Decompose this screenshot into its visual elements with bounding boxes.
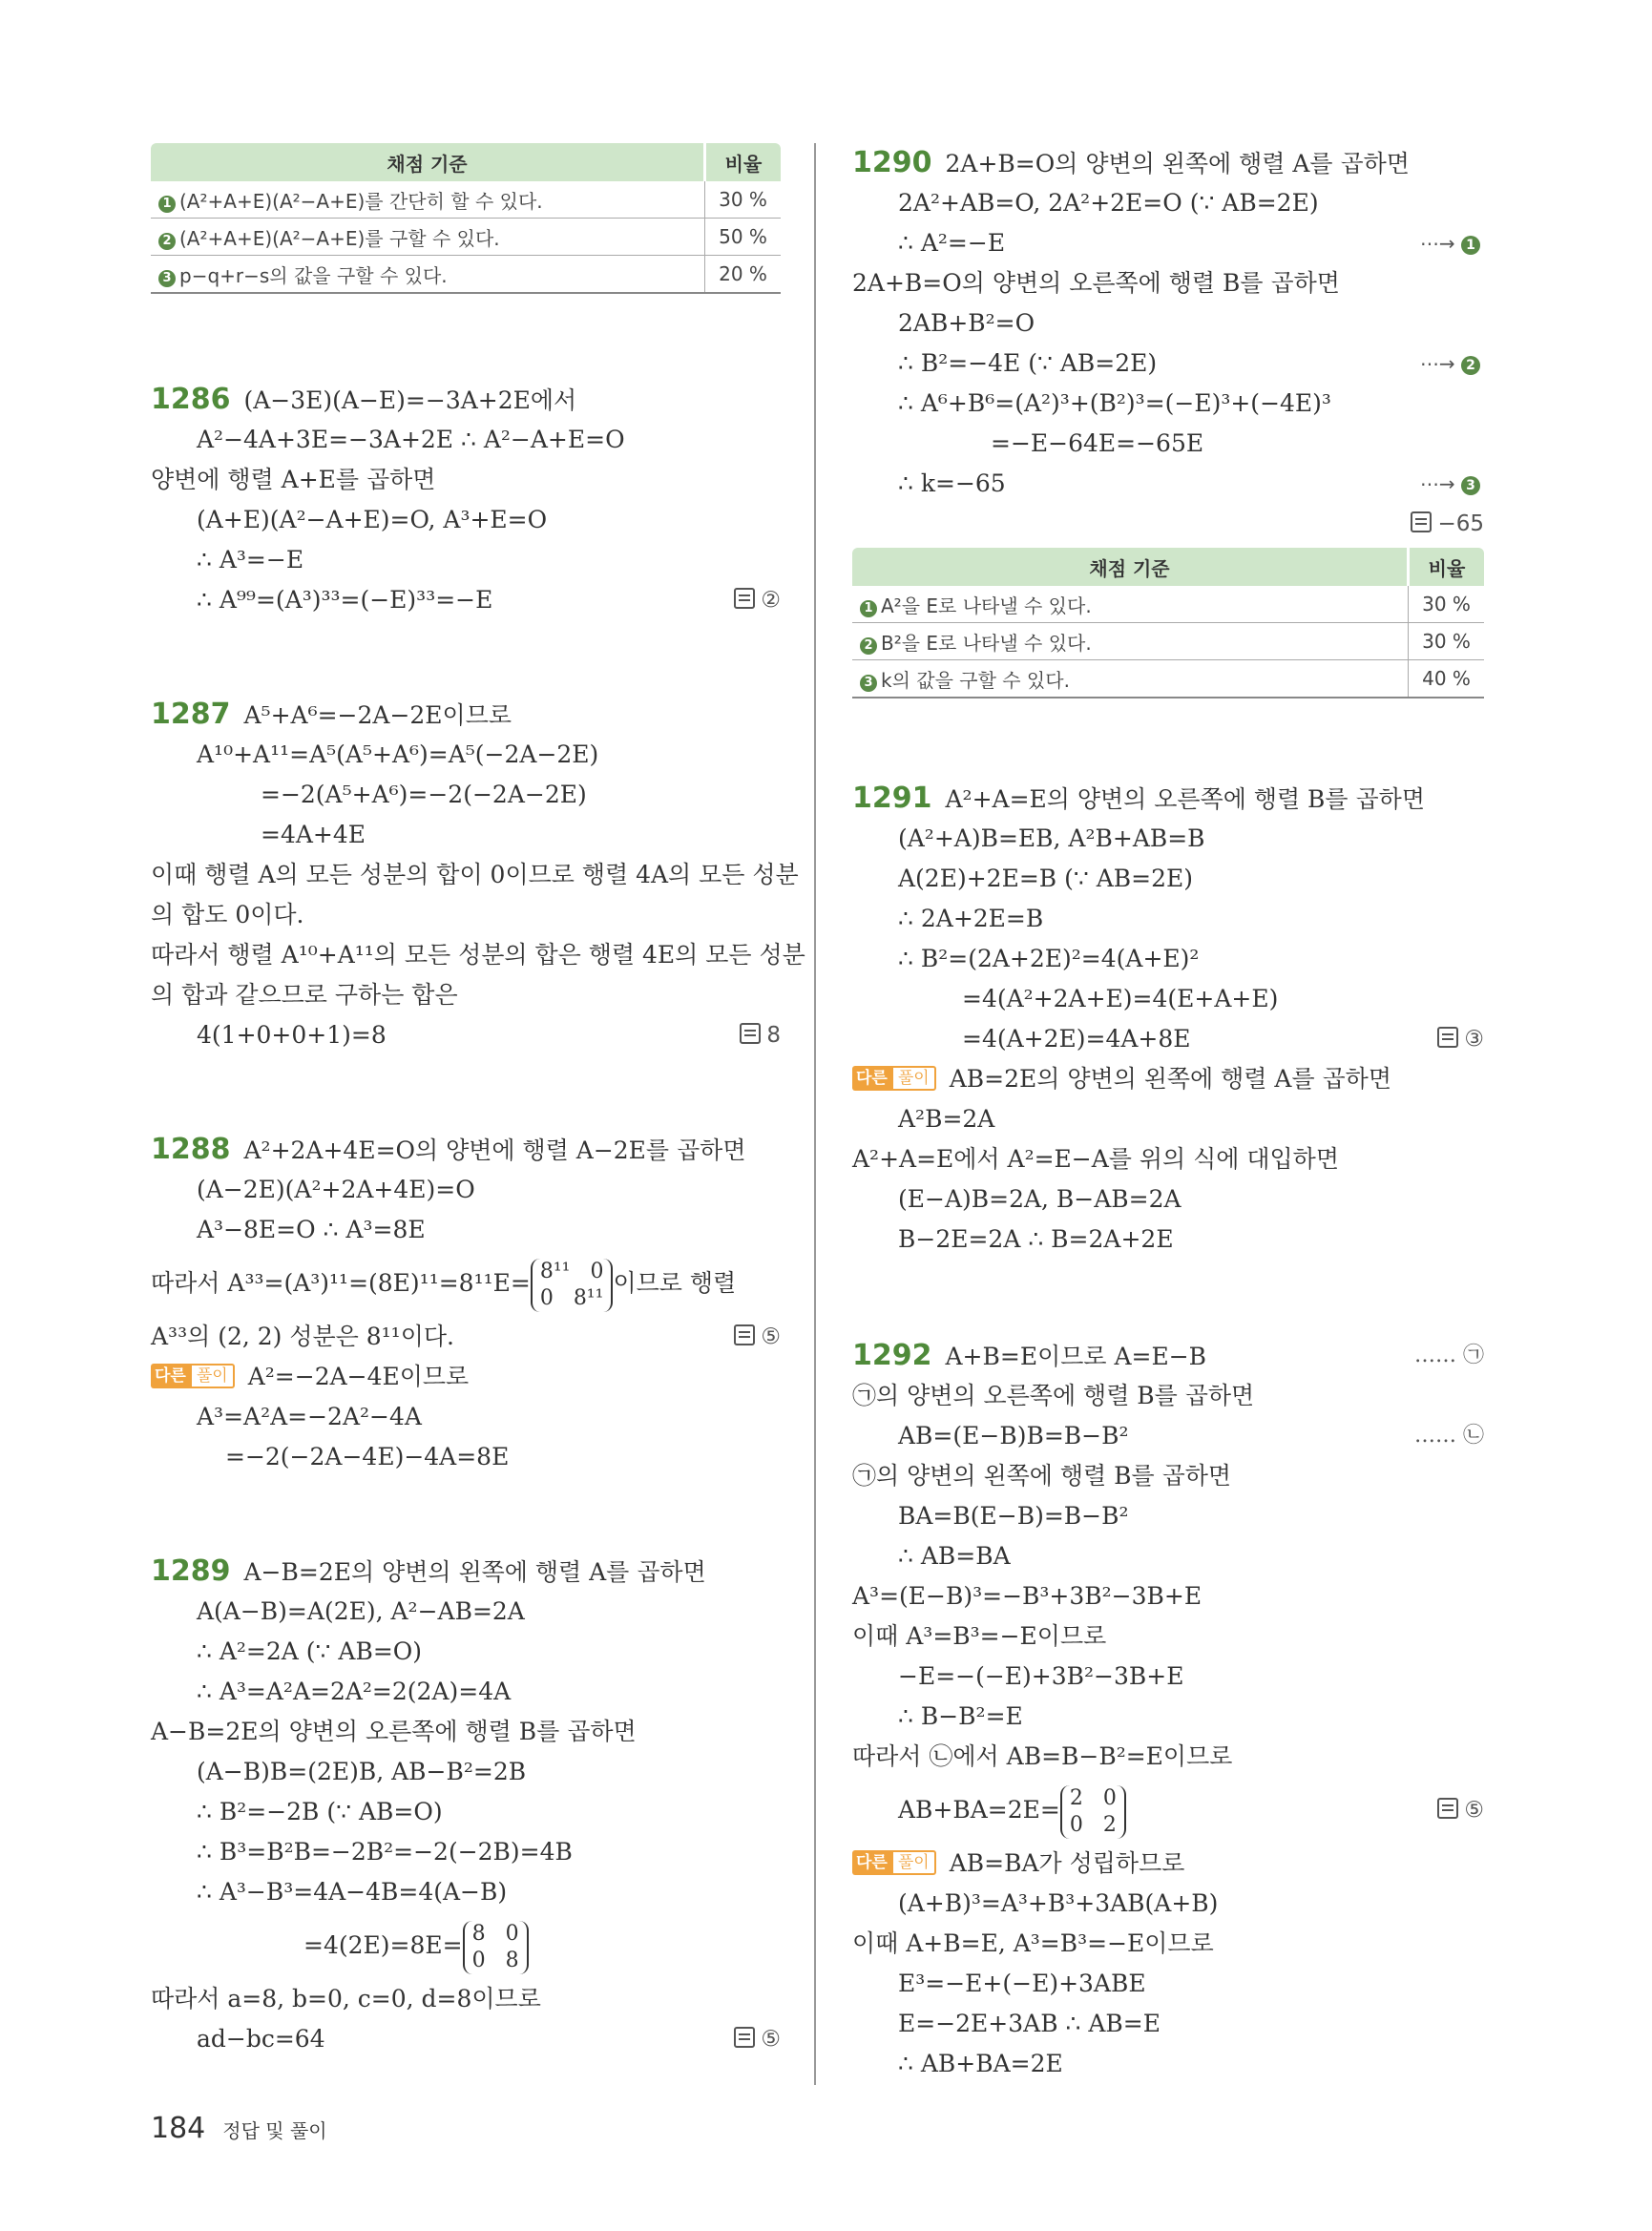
matrix-cell: 8¹¹ — [539, 1259, 571, 1283]
solution-line: ∴ A²=−E — [898, 229, 1006, 257]
table-row — [151, 181, 781, 219]
table-row — [852, 660, 1484, 698]
solution-line: ∴ A³−B³=4A−4B=4(A−B) — [197, 1878, 508, 1906]
solution-line: 2A²+AB=O, 2A²+2E=O (∵ AB=2E) — [898, 189, 1319, 217]
answer-value: ⑤ — [761, 1324, 781, 1349]
alt-solution-tag: 다른 — [151, 1364, 190, 1388]
solution-line: A³=(E−B)³=−B³+3B²−3B+E — [852, 1582, 1202, 1610]
solution-line: 의 합과 같으므로 구하는 합은 — [151, 981, 458, 1009]
matrix — [1060, 1785, 1126, 1839]
step-marker: ⋯→ 1 — [1420, 223, 1484, 263]
matrix-cell: 0 — [1069, 1812, 1083, 1837]
solution-line: ∴ B²=−2B (∵ AB=O) — [197, 1798, 443, 1825]
solution-line: ad−bc=64 — [197, 2025, 325, 2053]
solution-line: 이때 A+B=E, A³=B³=−E이므로 — [852, 1929, 1214, 1957]
solution-line: A²+2A+4E=O의 양변에 행렬 A−2E를 곱하면 — [243, 1136, 746, 1164]
solution-line: ∴ B³=B²B=−2B²=−2(−2B)=4B — [197, 1838, 573, 1866]
solution-line: 이므로 행렬 — [613, 1269, 737, 1297]
solution-line: A³−8E=O ∴ A³=8E — [197, 1216, 426, 1243]
answer-value: −65 — [1437, 511, 1484, 536]
solution-line: A³=A²A=−2A²−4A — [197, 1403, 422, 1430]
table-header-ratio: 비율 — [705, 143, 782, 181]
solution-line: AB=(E−B)B=B−B² — [898, 1422, 1129, 1449]
matrix-cell: 0 — [471, 1948, 486, 1972]
answer-icon — [734, 2027, 755, 2048]
problem-number: 1286 — [151, 383, 231, 416]
alt-solution-tag-label: 풀이 — [190, 1364, 235, 1388]
solution-line: 4(1+0+0+1)=8 — [197, 1021, 387, 1049]
equation-label: …… ㉠ — [1414, 1344, 1484, 1367]
solution-line: ∴ A³=A²A=2A²=2(2A)=4A — [197, 1678, 512, 1705]
solution-line: A(2E)+2E=B (∵ AB=2E) — [898, 865, 1193, 892]
ratio-cell: 30 % — [705, 181, 782, 219]
solution-line: A−B=2E의 양변의 오른쪽에 행렬 B를 곱하면 — [151, 1718, 637, 1745]
problem-number: 1291 — [852, 782, 932, 815]
table-header-ratio: 비율 — [1409, 548, 1485, 586]
answer-icon — [740, 1023, 761, 1044]
alt-solution-tag-label: 풀이 — [891, 1066, 936, 1091]
answer-icon — [734, 1324, 755, 1345]
criteria-text: p−q+r−s의 값을 구할 수 있다. — [179, 263, 448, 287]
table-row — [852, 586, 1484, 623]
grading-table-right — [852, 548, 1484, 698]
solution-line: ∴ 2A+2E=B — [898, 905, 1044, 932]
solution-line: ∴ AB+BA=2E — [898, 2050, 1063, 2077]
solution-line: (E−A)B=2A, B−AB=2A — [898, 1185, 1181, 1213]
solution-line: AB=BA가 성립하므로 — [949, 1849, 1185, 1877]
column-divider — [814, 143, 816, 2085]
problem-number: 1288 — [151, 1133, 231, 1166]
solution-line: (A+E)(A²−A+E)=O, A³+E=O — [197, 506, 548, 533]
solution-line: 이때 행렬 A의 모든 성분의 합이 0이므로 행렬 4A의 모든 성분 — [151, 861, 799, 888]
solution-line: A²B=2A — [898, 1105, 995, 1133]
page-number: 184 — [151, 2112, 206, 2145]
solution-line: (A+B)³=A³+B³+3AB(A+B) — [898, 1889, 1219, 1917]
solution-line: ∴ B²=(2A+2E)²=4(A+E)² — [898, 945, 1200, 972]
matrix-cell: 0 — [1102, 1785, 1117, 1810]
step-badge: 3 — [158, 270, 176, 287]
answer-value: ⑤ — [1464, 1798, 1484, 1823]
alt-solution-tag: 다른 — [852, 1850, 891, 1875]
solution-line: ∴ B²=−4E (∵ AB=2E) — [898, 349, 1158, 377]
solution-line: A(A−B)=A(2E), A²−AB=2A — [197, 1597, 525, 1625]
step-badge: 3 — [860, 675, 877, 692]
problem-number: 1292 — [852, 1339, 932, 1372]
answer-mark — [1437, 1019, 1484, 1059]
solution-line: A²+A=E의 양변의 오른쪽에 행렬 B를 곱하면 — [945, 785, 1425, 813]
solution-line: 이때 A³=B³=−E이므로 — [852, 1622, 1107, 1650]
page-footer — [151, 2112, 327, 2145]
answer-icon — [1411, 511, 1432, 532]
step-badge: 2 — [860, 637, 877, 655]
step-badge: 3 — [1461, 476, 1480, 495]
solution-line: =−2(A⁵+A⁶)=−2(−2A−2E) — [261, 781, 587, 808]
problem-number: 1287 — [151, 698, 231, 731]
matrix-cell: 8 — [505, 1948, 519, 1972]
solution-line: A²+A=E에서 A²=E−A를 위의 식에 대입하면 — [852, 1145, 1339, 1173]
step-badge: 1 — [860, 600, 877, 617]
solution-line: ㉠의 양변의 오른쪽에 행렬 B를 곱하면 — [852, 1382, 1255, 1409]
solution-line: E³=−E+(−E)+3ABE — [898, 1970, 1146, 1997]
solution-line: A⁵+A⁶=−2A−2E이므로 — [243, 701, 512, 729]
step-marker: ⋯→ 2 — [1420, 344, 1484, 384]
answer-icon — [1437, 1798, 1458, 1819]
solution-line: 의 합도 0이다. — [151, 901, 304, 928]
solution-line: BA=B(E−B)=B−B² — [898, 1502, 1129, 1530]
grading-table-left — [151, 143, 781, 294]
answer-value: ⑤ — [761, 2027, 781, 2052]
matrix — [463, 1921, 529, 1974]
criteria-text: A²을 E로 나타낼 수 있다. — [881, 594, 1092, 617]
matrix-cell: 0 — [590, 1259, 604, 1283]
answer-value: ③ — [1464, 1027, 1484, 1052]
table-row — [151, 219, 781, 256]
solution-line: =4A+4E — [261, 821, 366, 848]
matrix-cell: 2 — [1069, 1785, 1083, 1810]
matrix-cell: 0 — [505, 1921, 519, 1946]
solution-line: 양변에 행렬 A+E를 곱하면 — [151, 466, 436, 493]
solution-line: ∴ A⁹⁹=(A³)³³=(−E)³³=−E — [197, 586, 493, 614]
criteria-text: k의 값을 구할 수 있다. — [881, 668, 1070, 692]
solution-line: A³³의 (2, 2) 성분은 8¹¹이다. — [151, 1323, 454, 1350]
problem-1292 — [852, 1336, 1484, 2084]
solution-line: 2A+B=O의 양변의 왼쪽에 행렬 A를 곱하면 — [945, 150, 1410, 177]
matrix-cell: 0 — [539, 1285, 554, 1310]
ratio-cell: 30 % — [1409, 586, 1485, 623]
problem-number: 1289 — [151, 1554, 231, 1588]
solution-line: A²=−2A−4E이므로 — [247, 1363, 470, 1390]
problem-1289 — [151, 1552, 781, 2059]
answer-icon — [1437, 1027, 1458, 1048]
problem-1288 — [151, 1130, 781, 1477]
ratio-cell: 50 % — [705, 219, 782, 256]
step-badge: 1 — [1461, 236, 1480, 255]
solution-line: AB+BA=2E= — [898, 1796, 1060, 1824]
solution-line: 2A+B=O의 양변의 오른쪽에 행렬 B를 곱하면 — [852, 269, 1340, 297]
step-badge: 2 — [1461, 356, 1480, 375]
answer-mark — [1411, 504, 1484, 544]
solution-line: =−2(−2A−4E)−4A=8E — [225, 1443, 510, 1470]
solution-line: A−B=2E의 양변의 왼쪽에 행렬 A를 곱하면 — [243, 1558, 706, 1586]
left-column — [151, 143, 805, 2059]
matrix — [531, 1259, 614, 1312]
solution-line: A¹⁰+A¹¹=A⁵(A⁵+A⁶)=A⁵(−2A−2E) — [197, 740, 599, 768]
solution-line: ∴ A³=−E — [197, 546, 304, 573]
matrix-cell: 8¹¹ — [573, 1285, 604, 1310]
solution-line: B−2E=2A ∴ B=2A+2E — [898, 1225, 1174, 1253]
solution-line: A²−4A+3E=−3A+2E ∴ A²−A+E=O — [197, 426, 625, 453]
table-header-criteria: 채점 기준 — [852, 548, 1409, 586]
solution-line: (A−2E)(A²+2A+4E)=O — [197, 1176, 475, 1203]
answer-mark — [740, 1015, 781, 1055]
criteria-text: (A²+A+E)(A²−A+E)를 간단히 할 수 있다. — [179, 189, 543, 213]
problem-1291 — [852, 779, 1484, 1260]
step-badge: 2 — [158, 233, 176, 250]
step-marker: ⋯→ 3 — [1420, 464, 1484, 504]
solution-line: =4(A+2E)=4A+8E — [962, 1025, 1191, 1053]
answer-mark — [1437, 1777, 1484, 1844]
ratio-cell: 20 % — [705, 256, 782, 294]
answer-icon — [734, 588, 755, 609]
problem-1290 — [852, 143, 1484, 544]
matrix-cell: 8 — [471, 1921, 486, 1946]
solution-line: =4(A²+2A+E)=4(E+A+E) — [962, 985, 1279, 1012]
step-badge: 1 — [158, 196, 176, 213]
criteria-text: (A²+A+E)(A²−A+E)를 구할 수 있다. — [179, 226, 500, 250]
solution-line: =4(2E)=8E= — [303, 1931, 463, 1959]
solution-line: (A−B)B=(2E)B, AB−B²=2B — [197, 1758, 527, 1785]
solution-line: ∴ B−B²=E — [898, 1702, 1023, 1730]
solution-line: ∴ k=−65 — [898, 469, 1006, 497]
criteria-text: B²을 E로 나타낼 수 있다. — [881, 631, 1092, 655]
solution-line: 따라서 a=8, b=0, c=0, d=8이므로 — [151, 1985, 541, 2012]
problem-number: 1290 — [852, 146, 932, 179]
solution-line: −E=−(−E)+3B²−3B+E — [898, 1662, 1184, 1690]
answer-value: ② — [761, 588, 781, 613]
solution-line: (A²+A)B=EB, A²B+AB=B — [898, 824, 1205, 852]
answer-value: 8 — [766, 1023, 781, 1048]
solution-line: ㉠의 양변의 왼쪽에 행렬 B를 곱하면 — [852, 1462, 1232, 1490]
table-header-criteria: 채점 기준 — [151, 143, 705, 181]
footer-label: 정답 및 풀이 — [222, 2119, 327, 2142]
solution-line: 따라서 행렬 A¹⁰+A¹¹의 모든 성분의 합은 행렬 4E의 모든 성분 — [151, 941, 805, 969]
ratio-cell: 40 % — [1409, 660, 1485, 698]
solution-line: ∴ A⁶+B⁶=(A²)³+(B²)³=(−E)³+(−4E)³ — [898, 389, 1331, 417]
solution-line: 따라서 A³³=(A³)¹¹=(8E)¹¹=8¹¹E= — [151, 1269, 531, 1297]
problem-1287 — [151, 695, 805, 1055]
solution-line: E=−2E+3AB ∴ AB=E — [898, 2010, 1161, 2037]
table-row — [151, 256, 781, 294]
solution-line: =−E−64E=−65E — [991, 429, 1204, 457]
answer-mark — [734, 580, 781, 620]
solution-line: ∴ AB=BA — [898, 1542, 1011, 1570]
solution-line: 따라서 ㉡에서 AB=B−B²=E이므로 — [852, 1742, 1233, 1770]
equation-label: …… ㉡ — [1414, 1424, 1484, 1448]
solution-line: ∴ A²=2A (∵ AB=O) — [197, 1637, 423, 1665]
answer-mark — [734, 1317, 781, 1357]
right-column — [852, 143, 1484, 2084]
problem-1286 — [151, 380, 781, 620]
solution-line: AB=2E의 양변의 왼쪽에 행렬 A를 곱하면 — [949, 1065, 1391, 1093]
solution-line: (A−3E)(A−E)=−3A+2E에서 — [243, 386, 577, 414]
alt-solution-tag-label: 풀이 — [891, 1850, 936, 1875]
table-row — [852, 623, 1484, 660]
solution-line: A+B=E이므로 A=E−B — [945, 1343, 1207, 1370]
alt-solution-tag: 다른 — [852, 1066, 891, 1091]
matrix-cell: 2 — [1102, 1812, 1117, 1837]
solution-line: 2AB+B²=O — [898, 309, 1035, 337]
answer-mark — [734, 2019, 781, 2059]
ratio-cell: 30 % — [1409, 623, 1485, 660]
